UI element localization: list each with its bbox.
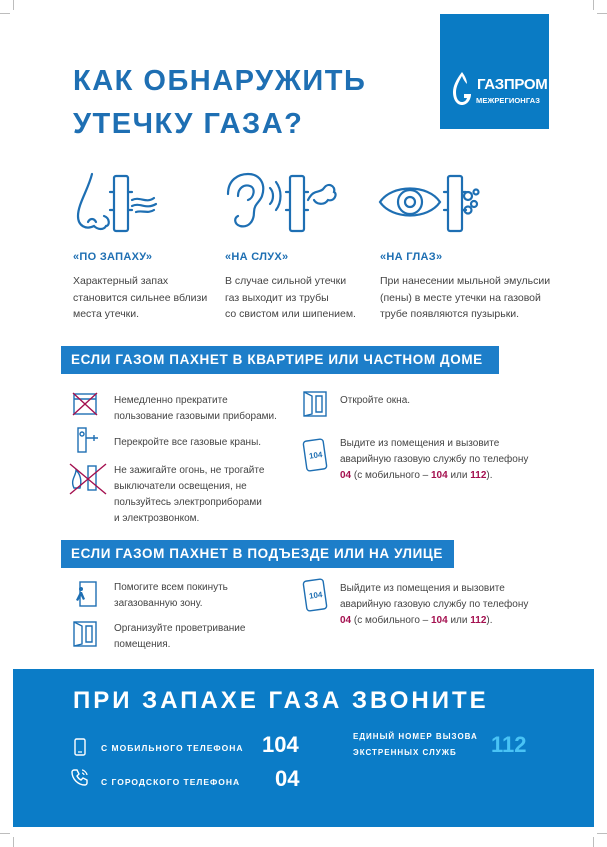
- unified-number[interactable]: 112: [491, 732, 527, 757]
- text-line: (пены) в месте утечки на газовой: [380, 291, 541, 304]
- text-fragment: (с мобильного –: [351, 615, 431, 626]
- landline-number[interactable]: 04: [275, 766, 300, 791]
- text-line: ЭКСТРЕННЫХ СЛУЖБ: [353, 748, 457, 757]
- window-icon: [72, 620, 98, 648]
- phone-104-icon: [302, 578, 328, 612]
- text-line: Организуйте проветривание: [114, 623, 246, 634]
- phone-number: 04: [340, 615, 352, 626]
- text-line: В случае сильной утечки: [225, 275, 347, 287]
- text-line: пользуйтесь электроприборами: [114, 497, 262, 508]
- phone-number: 104: [431, 615, 448, 626]
- eye-icon: [376, 170, 486, 235]
- instruction-call-service: [340, 581, 528, 629]
- text-line: Не зажигайте огонь, не трогайте: [114, 465, 265, 476]
- text-line: пользование газовыми приборами.: [114, 411, 277, 422]
- text-line: Помогите всем покинуть: [114, 582, 228, 593]
- nose-icon: [74, 170, 164, 235]
- text-line: выключатели освещения, не: [114, 481, 247, 492]
- text-line: газ выходит из трубы: [225, 291, 329, 304]
- text-fragment: или: [447, 615, 471, 626]
- phone-number: 104: [431, 470, 448, 481]
- footer-title: ПРИ ЗАПАХЕ ГАЗА ЗВОНИТЕ: [73, 687, 489, 714]
- gazprom-logo: [440, 14, 549, 129]
- text-line: Откройте окна.: [340, 395, 411, 406]
- text-line: трубе появляются пузырьки.: [380, 308, 520, 320]
- instruction-no-fire: [114, 463, 264, 527]
- instruction-help-evacuate: [114, 580, 228, 612]
- ear-icon: [222, 170, 342, 235]
- logo-name: ГАЗПРОМ: [477, 76, 548, 93]
- svg-text:104: 104: [308, 450, 323, 461]
- phone-104-icon: [302, 438, 328, 472]
- call-numbers: [340, 468, 528, 484]
- text-fragment: ).: [486, 470, 493, 481]
- phone-number: 112: [470, 615, 487, 626]
- exit-icon: [72, 580, 98, 608]
- text-line: Перекройте все газовые краны.: [114, 437, 262, 448]
- title-line-1: КАК ОБНАРУЖИТЬ: [73, 65, 367, 97]
- method-caption-hearing: «НА СЛУХ»: [225, 251, 289, 263]
- flame-icon: [448, 70, 476, 108]
- landline-phone-icon: [71, 768, 89, 786]
- crop-mark: [0, 833, 10, 834]
- gas-valve-icon: [72, 426, 102, 454]
- svg-text:104: 104: [308, 590, 323, 601]
- call-numbers: [340, 613, 528, 629]
- text-line: Выдите из помещения и вызовите: [340, 438, 500, 449]
- window-icon: [302, 390, 328, 418]
- mobile-number[interactable]: 104: [262, 732, 299, 757]
- text-line: становится сильнее вблизи: [73, 291, 208, 304]
- text-fragment: или: [447, 470, 471, 481]
- section-heading-street: ЕСЛИ ГАЗОМ ПАХНЕТ В ПОДЪЕЗДЕ ИЛИ НА УЛИЦЕ: [61, 540, 454, 568]
- text-line: аварийную газовую службу по телефону: [340, 599, 529, 610]
- text-line: помещения.: [114, 639, 171, 650]
- instruction-stop-appliances: [114, 393, 277, 425]
- stove-crossed-icon: [72, 392, 98, 416]
- page-title: [73, 60, 403, 146]
- method-caption-smell: «ПО ЗАПАХУ»: [73, 251, 153, 263]
- crop-mark: [13, 0, 14, 10]
- instruction-ventilate: [114, 621, 245, 653]
- text-line: Немедленно прекратите: [114, 395, 228, 406]
- method-text-smell: [73, 273, 223, 323]
- text-line: и электрозвонком.: [114, 513, 200, 524]
- text-fragment: (с мобильного –: [351, 470, 431, 481]
- text-line: При нанесении мыльной эмульсии: [380, 275, 551, 287]
- text-fragment: ).: [486, 615, 493, 626]
- text-line: со свистом или шипением.: [225, 308, 356, 320]
- crop-mark: [13, 837, 14, 847]
- crop-mark: [593, 837, 594, 847]
- crop-mark: [0, 13, 10, 14]
- text-line: Характерный запах: [73, 275, 169, 287]
- method-text-hearing: [225, 273, 375, 323]
- text-line: ЕДИНЫЙ НОМЕР ВЫЗОВА: [353, 732, 478, 741]
- title-line-2: УТЕЧКУ ГАЗА?: [73, 108, 304, 140]
- method-caption-sight: «НА ГЛАЗ»: [380, 251, 443, 263]
- crop-mark: [597, 833, 607, 834]
- logo-subtitle: МЕЖРЕГИОНГАЗ: [476, 96, 541, 105]
- crop-mark: [597, 13, 607, 14]
- phone-number: 04: [340, 470, 352, 481]
- instruction-open-windows: [340, 393, 410, 409]
- unified-label: [353, 729, 478, 761]
- mobile-label: С МОБИЛЬНОГО ТЕЛЕФОНА: [101, 743, 244, 753]
- instruction-close-valves: [114, 435, 261, 451]
- text-line: аварийную газовую службу по телефону: [340, 454, 529, 465]
- mobile-phone-icon: [74, 738, 86, 756]
- emergency-footer: [13, 669, 594, 827]
- text-line: Выйдите из помещения и вызовите: [340, 583, 505, 594]
- phone-number: 112: [470, 470, 487, 481]
- landline-label: С ГОРОДСКОГО ТЕЛЕФОНА: [101, 777, 241, 787]
- method-text-sight: [380, 273, 555, 323]
- section-heading-apartment: ЕСЛИ ГАЗОМ ПАХНЕТ В КВАРТИРЕ ИЛИ ЧАСТНОМ ДОМЕ: [61, 346, 499, 374]
- crop-mark: [593, 0, 594, 10]
- text-line: места утечки.: [73, 308, 140, 320]
- instruction-call-service: [340, 436, 528, 484]
- text-line: загазованную зону.: [114, 598, 203, 609]
- no-fire-icon: [68, 462, 108, 496]
